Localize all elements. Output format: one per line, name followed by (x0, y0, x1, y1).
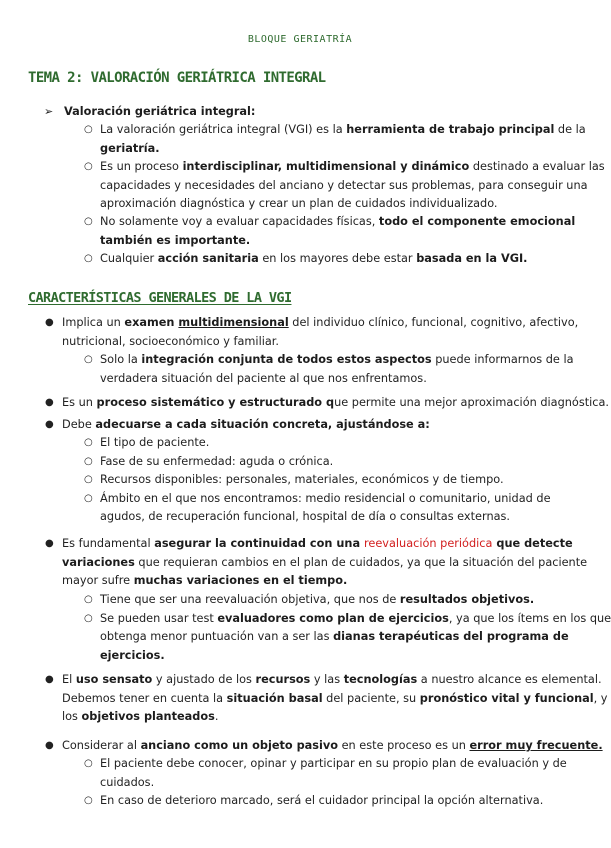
list-item: ○ Solo la integración conjunta de todos estos aspectos puede informarnos de la verdadera situación del paciente al que nos enfrentamos. (84, 353, 574, 385)
circle-bullet-icon: ○ (84, 492, 93, 504)
running-header: BLOQUE GERIATRÍA (247, 34, 353, 45)
list-item: ● Es un proceso sistemático y estructurado que permite una mejor aproximación diagnóstica. (62, 394, 609, 413)
circle-bullet-icon: ○ (84, 216, 93, 227)
arrow-bullet-icon: ➢ (44, 105, 54, 118)
arrow-item-vgi: ➢ Valoración geriátrica integral: (64, 103, 255, 122)
list-item: ○ Tiene que ser una reevaluación objetiva, que nos de resultados objetivos. ○ Se pueden usar test evaluadores como plan de ejercicios, ya que los ítems en los que obtenga menor puntuación van a ser las dianas terapéuticas del programa de ejercicios. (84, 593, 611, 662)
dot-bullet-icon: ● (45, 419, 54, 430)
circle-bullet-icon: ○ (84, 437, 93, 448)
list-item: ○ Es un proceso interdisciplinar, multidimensional y dinámico destinado a evaluar las capacidades y necesidades del anciano y detectar sus problemas, para conseguir una aproximación diagnóstica y crear un plan de cuidados individualizado. (84, 160, 605, 211)
circle-bullet-icon: ○ (84, 474, 93, 486)
section-title-caracteristicas: CARACTERÍSTICAS GENERALES DE LA VGI (28, 290, 292, 306)
list-item: ○ La valoración geriátrica integral (VGI) es la herramienta de trabajo principal de la geriatría. (84, 123, 586, 155)
list-item: ● Es fundamental asegurar la continuidad con una reevaluación periódica que detecte variaciones que requieran cambios en el plan de cuidados, ya que la situación del paciente mayor sufre muchas variaciones en el tiempo. (45, 537, 588, 588)
list-item: ● El uso sensato y ajustado de los recursos y las tecnologías a nuestro alcance es elemental. Debemos tener en cuenta la situación basal del paciente, su pronóstico vital y funcional, y los objetivos planteados. (45, 673, 608, 724)
circle-bullet-icon: ○ (84, 161, 93, 172)
dot-bullet-icon: ● (45, 317, 54, 328)
circle-bullet-icon: ○ (84, 594, 93, 605)
list-item: ○ El paciente debe conocer, opinar y participar en su propio plan de evaluación y de cuidados. ○ En caso de deterioro marcado, será el cuidador principal la opción alternativa. (100, 755, 567, 811)
circle-bullet-icon: ○ (84, 354, 93, 365)
dot-bullet-icon: ● (45, 674, 54, 685)
list-item: ● Debe adecuarse a cada situación concreta, ajustándose a: (62, 416, 430, 435)
circle-bullet-icon: ○ (84, 124, 93, 135)
dot-bullet-icon: ● (45, 740, 54, 751)
circle-bullet-icon: ○ (84, 455, 93, 467)
list-item: ● Implica un examen multidimensional del individuo clínico, funcional, cognitivo, afectivo, nutricional, socioeconómico y familiar. (45, 316, 579, 348)
circle-bullet-icon: ○ (84, 758, 93, 769)
circle-bullet-icon: ○ (84, 253, 93, 264)
list-item: ● Considerar al anciano como un objeto pasivo en este proceso es un error muy frecuente. (62, 737, 603, 756)
list-item: ○ El tipo de paciente. ○ Fase de su enfermedad: aguda o crónica. ○ Recursos disponibles: personales, materiales, económicos y de tiempo. ○ Ámbito en el que nos encontramos: medio residencial o comunitario, unidad de agudos, de recuperación funcional, hospital de día o consultas externas. (84, 436, 551, 524)
circle-bullet-icon: ○ (84, 612, 93, 624)
section-title-valoracion: TEMA 2: VALORACIÓN GERIÁTRICA INTEGRAL (28, 70, 326, 86)
circle-bullet-icon: ○ (84, 795, 93, 807)
dot-bullet-icon: ● (45, 538, 54, 549)
list-item: ○ No solamente voy a evaluar capacidades físicas, todo el componente emocional también es importante. (84, 215, 576, 247)
dot-bullet-icon: ● (45, 397, 54, 408)
list-item: ○ Cualquier acción sanitaria en los mayores debe estar basada en la VGI. (100, 250, 527, 269)
